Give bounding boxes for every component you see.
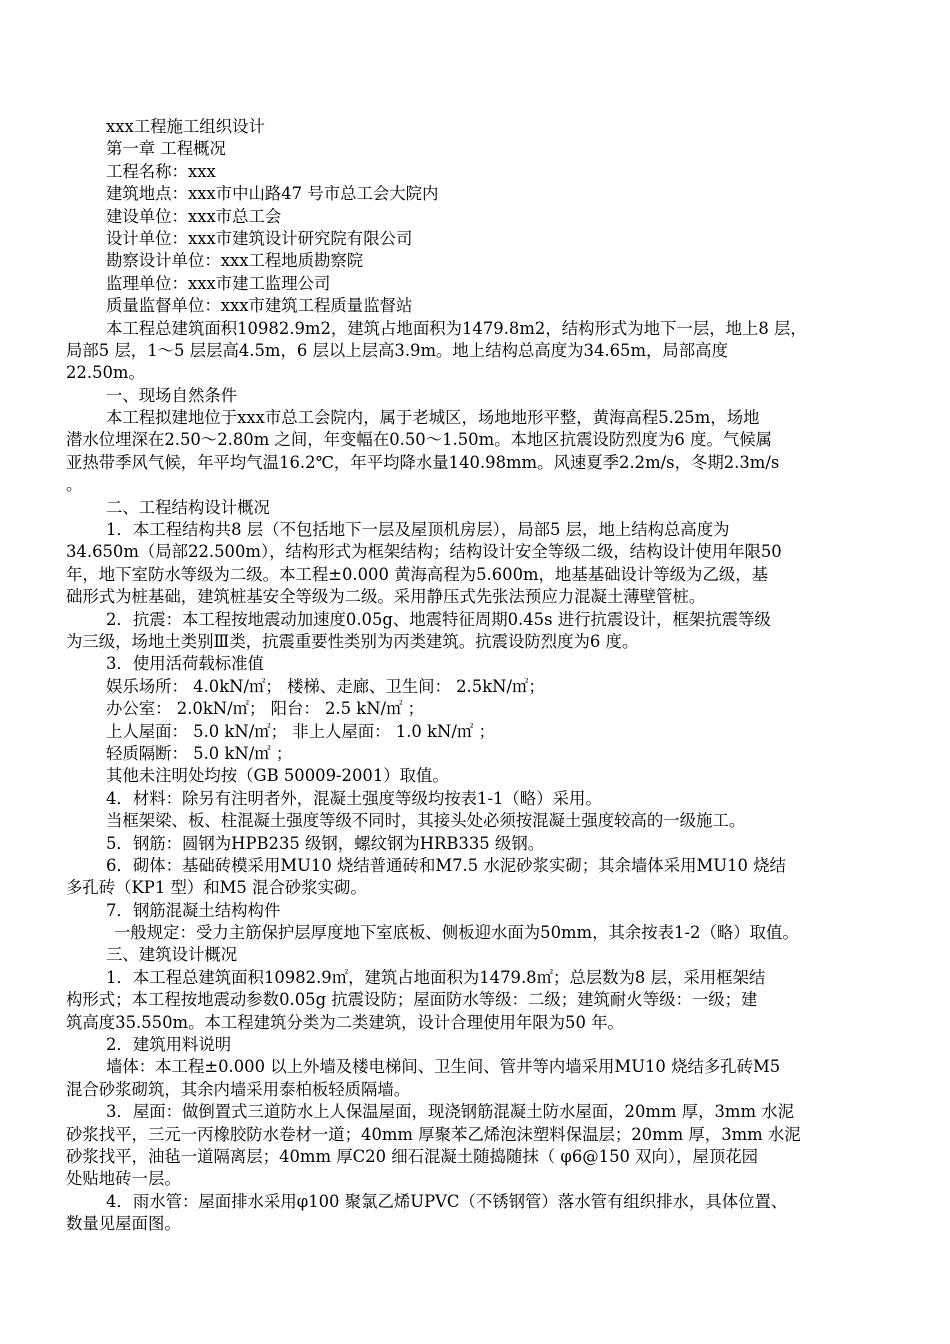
text-line: 处贴地砖一层。 — [66, 1169, 181, 1189]
text-line: 3．使用活荷载标准值 — [106, 654, 264, 674]
text-line: 局部5 层，1～5 层层高4.5m，6 层以上层高3.9m。地上结构总高度为34.65m，局部高度 — [66, 340, 728, 360]
text-line: 建筑地点：xxx市中山路47 号市总工会大院内 — [106, 184, 439, 204]
text-line: 2．建筑用料说明 — [106, 1035, 232, 1055]
document-title: xxx工程施工组织设计 — [106, 117, 265, 136]
text-line: 22.50m。 — [66, 363, 145, 383]
text-line: 砂浆找平，三元一丙橡胶防水卷材一道；40mm 厚聚苯乙烯泡沫塑料保温层；20mm 厚，3mm 水泥 — [66, 1124, 801, 1144]
text-line: 工程名称：xxx — [106, 161, 216, 181]
text-line: 建设单位：xxx市总工会 — [106, 206, 282, 226]
document-body — [66, 116, 886, 1236]
text-line: 墙体：本工程±0.000 以上外墙及楼电梯间、卫生间、管井等内墙采用MU10 烧结多孔砖M5 — [106, 1057, 781, 1077]
text-line: 筑高度35.550m。本工程建筑分类为二类建筑，设计合理使用年限为50 年。 — [66, 1012, 624, 1032]
text-line: 设计单位：xxx市建筑设计研究院有限公司 — [106, 228, 413, 248]
text-line: 亚热带季风气候，年平均气温16.2℃，年平均降水量140.98mm。风速夏季2.2m/s，冬期2.3m/s — [66, 452, 780, 472]
text-line: 娱乐场所： 4.0kN/㎡； 楼梯、走廊、卫生间： 2.5kN/㎡； — [106, 676, 545, 696]
section-heading: 三、建筑设计概况 — [106, 945, 238, 965]
section-heading: 一、现场自然条件 — [106, 385, 238, 405]
text-line: 1．本工程总建筑面积10982.9㎡，建筑占地面积为1479.8㎡；总层数为8 层，采用框架结 — [106, 967, 766, 987]
text-line: 勘察设计单位：xxx工程地质勘察院 — [106, 251, 364, 271]
text-line: 为三级，场地土类别Ⅲ类，抗震重要性类别为丙类建筑。抗震设防烈度为6 度。 — [66, 631, 639, 651]
text-line: 。 — [66, 475, 83, 495]
text-line: 2．抗震：本工程按地震动加速度0.05g、地震特征周期0.45s 进行抗震设计，框架抗震等级 — [106, 609, 771, 629]
section-heading: 二、工程结构设计概况 — [106, 497, 270, 517]
text-line: 本工程拟建地位于xxx市总工会院内，属于老城区，场地地形平整，黄海高程5.25m，场地 — [106, 408, 760, 428]
text-line: 1．本工程结构共8 层（不包括地下一层及屋顶机房层），局部5 层，地上结构总高度为 — [106, 520, 730, 540]
text-line: 监理单位：xxx市建工监理公司 — [106, 273, 331, 293]
text-line: 5．钢筋：圆钢为HPB235 级钢，螺纹钢为HRB335 级钢。 — [106, 833, 545, 853]
text-line: 潜水位埋深在2.50～2.80m 之间，年变幅在0.50～1.50m。本地区抗震设防烈度为6 度。气候属 — [66, 430, 773, 450]
text-line: 础形式为桩基础，建筑桩基安全等级为二级。采用静压式先张法预应力混凝土薄壁管桩。 — [66, 587, 706, 607]
text-line: 办公室： 2.0kN/㎡； 阳台： 2.5 kN/㎡ ； — [106, 699, 425, 719]
text-line: 年，地下室防水等级为二级。本工程±0.000 黄海高程为5.600m，地基基础设计等级为乙级，基 — [66, 564, 769, 584]
chapter-heading: 第一章 工程概况 — [106, 139, 226, 159]
text-line: 34.650m（局部22.500m），结构形式为框架结构；结构设计安全等级二级，结构设计使用年限50 — [66, 542, 782, 562]
text-line: 4．材料：除另有注明者外，混凝土强度等级均按表1-1（略）采用。 — [106, 788, 602, 808]
text-line: 质量监督单位：xxx市建筑工程质量监督站 — [106, 296, 413, 316]
text-line: 数量见屋面图。 — [66, 1214, 181, 1234]
text-line: 其他未注明处均按（GB 50009-2001）取值。 — [106, 766, 449, 786]
text-line: 构形式；本工程按地震动参数0.05g 抗震设防；屋面防水等级：二级；建筑耐火等级：一级；建 — [66, 990, 758, 1010]
text-line: 7．钢筋混凝土结构构件 — [106, 900, 281, 920]
text-line: 3．屋面：做倒置式三道防水上人保温屋面，现浇钢筋混凝土防水屋面，20mm 厚，3mm 水泥 — [106, 1102, 794, 1122]
text-line: 轻质隔断： 5.0 kN/㎡ ； — [106, 743, 293, 763]
text-line: 砂浆找平，油毡一道隔离层；40mm 厚C20 细石混凝土随捣随抹（ φ6@150 双向），屋顶花园 — [66, 1146, 759, 1166]
text-line: 上人屋面： 5.0 kN/㎡； 非上人屋面： 1.0 kN/㎡ ； — [106, 721, 495, 741]
text-line: 一般规定：受力主筋保护层厚度地下室底板、侧板迎水面为50mm，其余按表1-2（略）取值。 — [114, 923, 799, 943]
text-line: 本工程总建筑面积10982.9m2，建筑占地面积为1479.8m2，结构形式为地下一层，地上8 层， — [106, 318, 807, 338]
text-line: 混合砂浆砌筑，其余内墙采用泰柏板轻质隔墙。 — [66, 1079, 411, 1099]
text-line: 多孔砖（KP1 型）和M5 混合砂浆实砌。 — [66, 878, 367, 898]
text-line: 当框架梁、板、柱混凝土强度等级不同时，其接头处必须按混凝土强度较高的一级施工。 — [106, 811, 746, 831]
text-line: 6．砌体：基础砖模采用MU10 烧结普通砖和M7.5 水泥砂浆实砌；其余墙体采用MU10 烧结 — [106, 855, 786, 875]
text-line: 4．雨水管：屋面排水采用φ100 聚氯乙烯UPVC（不锈钢管）落水管有组织排水，具体位置、 — [106, 1191, 788, 1211]
